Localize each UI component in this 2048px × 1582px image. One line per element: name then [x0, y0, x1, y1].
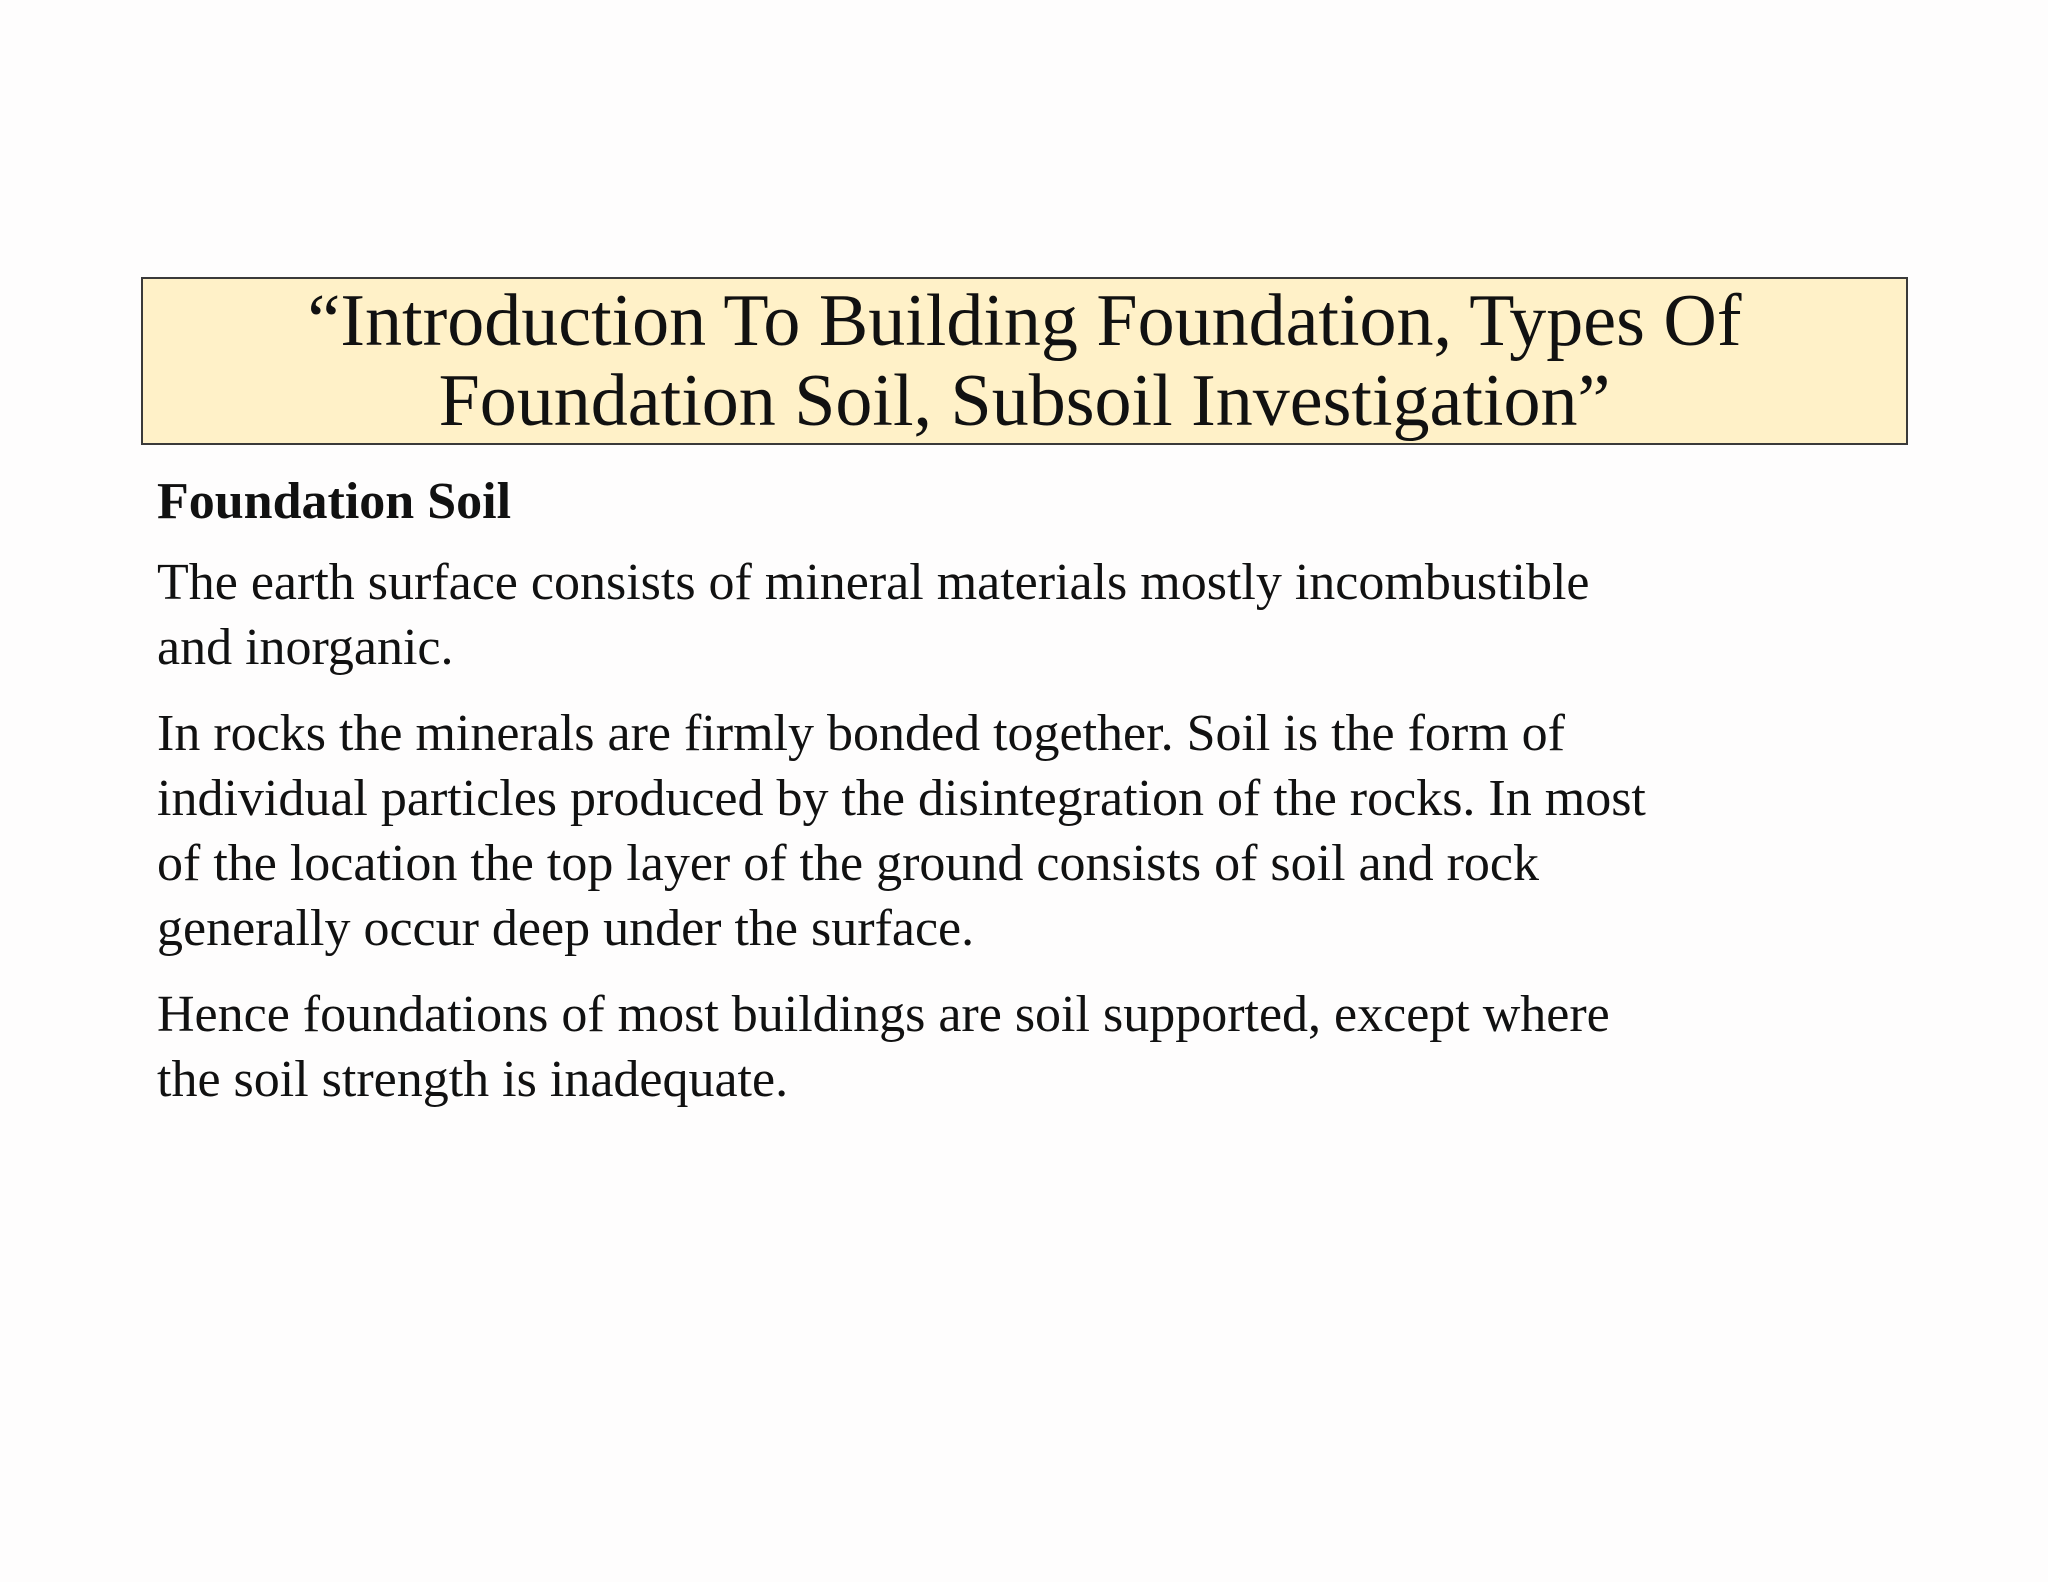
paragraph-line: individual particles produced by the disintegration of the rocks. In most: [157, 770, 1646, 827]
paragraph-line: the soil strength is inadequate.: [157, 1051, 789, 1108]
paragraph-line: The earth surface consists of mineral materials mostly incombustible: [157, 554, 1590, 611]
section-content: [157, 470, 1917, 1133]
title-line-2: Foundation Soil, Subsoil Investigation”: [438, 360, 1611, 442]
section-heading: Foundation Soil: [157, 473, 512, 530]
paragraph-3: [157, 982, 1917, 1112]
title-line-1: “Introduction To Building Foundation, Types Of: [307, 280, 1742, 362]
paragraph-line: and inorganic.: [157, 619, 454, 676]
paragraph-line: In rocks the minerals are firmly bonded together. Soil is the form of: [157, 705, 1565, 762]
paragraph-line: Hence foundations of most buildings are soil supported, except where: [157, 986, 1610, 1043]
paragraph-line: generally occur deep under the surface.: [157, 900, 975, 957]
title-box: [141, 277, 1908, 445]
paragraph-line: of the location the top layer of the ground consists of soil and rock: [157, 835, 1540, 892]
paragraph-1: [157, 550, 1917, 680]
paragraph-2: [157, 701, 1917, 961]
